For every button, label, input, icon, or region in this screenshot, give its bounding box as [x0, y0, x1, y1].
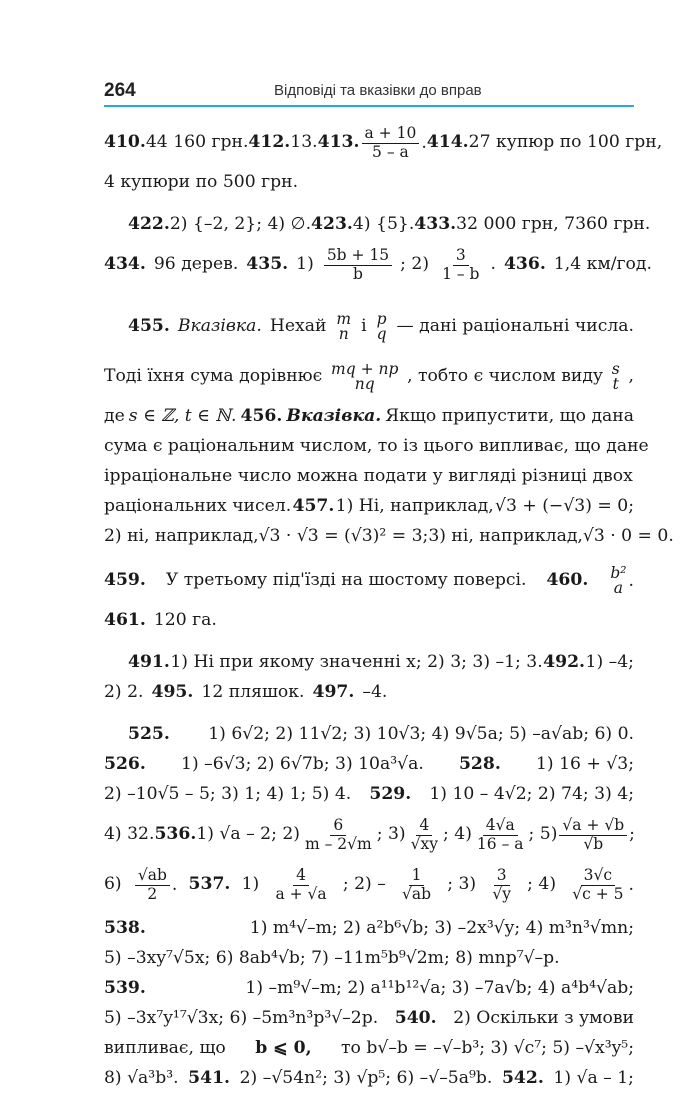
text-line	[104, 240, 652, 290]
exercise-number: 413.	[317, 132, 360, 153]
answer-text: 32 000 грн, 7360 грн.	[456, 214, 651, 235]
fraction-m-n	[336, 309, 352, 343]
text-line	[104, 648, 634, 678]
answers-content	[104, 118, 674, 1098]
denominator: q	[376, 325, 387, 343]
header-rule	[104, 105, 634, 107]
answers-525-537	[104, 720, 634, 910]
answer-text: 4) {5}.	[352, 214, 415, 235]
math-expression: 1) m⁴√–m; 2) a²b⁶√b; 3) –2x³√y; 4) m³n³√mn;	[249, 918, 634, 939]
answer-text: 3) ні, наприклад,	[428, 526, 583, 547]
denominator: 2	[147, 884, 158, 903]
text-line	[104, 432, 649, 462]
fraction-537-2	[399, 867, 434, 904]
text-line	[104, 302, 634, 352]
math-expression: 1) 10 – 4√2; 2) 74; 3) 4;	[429, 784, 634, 805]
answer-text: Якщо припустити, що дана	[385, 406, 634, 427]
fraction-537-4	[567, 867, 634, 904]
math-expression: ; 4)	[527, 874, 557, 895]
denominator: √ab	[401, 884, 432, 903]
exercise-number: 434.	[104, 254, 146, 275]
text-line	[104, 522, 674, 552]
text-line	[104, 750, 634, 780]
running-title: Відповіді та вказівки до вправ	[274, 82, 482, 99]
exercise-number: 456.	[240, 406, 283, 427]
numerator: a + 10	[362, 125, 420, 144]
exercise-number: 491.	[128, 652, 170, 673]
answers-410-414	[104, 118, 663, 198]
answer-text: 1,4 км/год.	[553, 254, 652, 275]
page-number: 264	[104, 80, 136, 101]
math-expression: 1) 16 + √3;	[536, 754, 634, 775]
fraction-413	[360, 125, 427, 162]
answers-422-436	[104, 210, 652, 290]
exercise-number: 529.	[369, 784, 412, 805]
exercise-number: 497.	[312, 682, 355, 703]
exercise-number: 539.	[104, 978, 146, 999]
math-expression: 8) √a³b³.	[104, 1068, 179, 1089]
math-expression: √3 · √3 = (√3)² = 3;	[258, 526, 429, 547]
denominator: √y	[492, 884, 511, 903]
answer-text: 1) –4;	[585, 652, 634, 673]
numerator: s	[611, 359, 620, 378]
numerator: 6	[330, 817, 346, 836]
text-line	[104, 860, 634, 910]
punctuation: .	[490, 254, 496, 275]
answer-text: сума є раціональним числом, то із цього випливає, що дане	[104, 436, 649, 457]
answers-455-457	[104, 302, 674, 552]
answer-text: 1) Ні при якому значенні x; 2) 3; 3) –1; 3.	[170, 652, 543, 673]
answer-text: де	[104, 406, 125, 427]
exercise-number: 542.	[501, 1068, 544, 1089]
answer-text: 13.	[290, 132, 318, 153]
punctuation: ,	[628, 366, 634, 387]
denominator: 5 – a	[372, 142, 409, 161]
answer-text: 120 га.	[153, 610, 217, 631]
text-line	[104, 810, 634, 860]
exercise-number: 459.	[104, 570, 146, 591]
exercise-number: 414.	[426, 132, 469, 153]
answer-text: 12 пляшок.	[201, 682, 305, 703]
fraction-536-5	[559, 817, 627, 854]
exercise-number: 526.	[104, 754, 146, 775]
exercise-number: 492.	[543, 652, 586, 673]
exercise-number: 538.	[104, 918, 146, 939]
answer-text: 1) Ні, наприклад,	[335, 496, 494, 517]
punctuation: .	[628, 570, 634, 591]
math-expression: 2) –√54n²; 3) √p⁵; 6) –√–5a⁹b.	[239, 1068, 493, 1089]
math-expression: 6)	[104, 874, 122, 895]
exercise-number: 540.	[394, 1008, 437, 1029]
exercise-number: 412.	[248, 132, 291, 153]
math-expression: 5) –3x⁷y¹⁷√3x; 6) –5m³n³p³√–2p.	[104, 1008, 379, 1029]
text-line	[104, 210, 651, 240]
denominator: m – 2√m	[304, 834, 372, 853]
text-line	[104, 678, 634, 708]
denominator: nq	[354, 375, 375, 393]
numerator: √a + √b	[559, 817, 627, 836]
numerator: 4√a	[483, 817, 518, 836]
denominator: a + √a	[275, 884, 327, 903]
numerator: m	[336, 309, 352, 328]
numerator: 3	[494, 867, 510, 886]
answer-text: 1)	[296, 254, 314, 275]
math-expression: ; 3)	[447, 874, 477, 895]
math-expression: ; 3)	[376, 824, 406, 845]
answer-text: 2) ні, наприклад,	[104, 526, 259, 547]
numerator: 4	[293, 867, 309, 886]
answers-491-497	[104, 648, 634, 708]
answer-text: ; 2)	[400, 254, 430, 275]
math-expression: 1) –m⁹√–m; 2) a¹¹b¹²√a; 3) –7a√b; 4) a⁴b⁴√ab;	[245, 978, 634, 999]
answer-text: –4.	[362, 682, 388, 703]
text-line	[104, 914, 634, 944]
math-expression: 1)	[241, 874, 260, 895]
math-expression: ; 2) –	[342, 874, 386, 895]
hint-label: Вказівка.	[177, 316, 262, 337]
fraction-537-3	[489, 867, 514, 904]
numerator: 1	[409, 867, 425, 886]
exercise-number: 422.	[128, 214, 170, 235]
exercise-number: 455.	[128, 316, 170, 337]
text-line	[104, 556, 634, 606]
answer-text: , тобто є числом виду	[407, 366, 604, 387]
answer-text: і	[361, 316, 367, 337]
text-line	[104, 944, 634, 974]
answer-text: У третьому під'їзді на шостому поверсі.	[165, 570, 527, 591]
fraction-sum	[331, 359, 399, 393]
answers-459-461	[104, 556, 634, 636]
text-line	[104, 974, 634, 1004]
exercise-number: 436.	[503, 254, 546, 275]
text-line	[104, 492, 634, 522]
numerator: 3√c	[581, 867, 615, 886]
fraction-536-3	[408, 817, 441, 854]
numerator: √ab	[135, 867, 170, 886]
denominator: n	[338, 325, 349, 343]
math-expression: 2) –10√5 – 5; 3) 1; 4) 1; 5) 4.	[104, 784, 352, 805]
answer-text: — дані раціональні числа.	[396, 316, 634, 337]
math-expression: 1) √a – 1;	[553, 1068, 634, 1089]
text-line	[104, 1064, 634, 1094]
math-expression: 1) 6√2; 2) 11√2; 3) 10√3; 4) 9√5a; 5) –a√ab; 6) 0.	[208, 724, 634, 745]
numerator: p	[376, 309, 387, 328]
answer-text: Нехай	[269, 316, 327, 337]
denominator: t	[612, 375, 619, 393]
fraction-435-1	[324, 247, 392, 284]
fraction-s-t	[611, 359, 620, 393]
fraction-460	[608, 563, 634, 597]
fraction-p-q	[376, 309, 387, 343]
exercise-number: 536.	[154, 824, 197, 845]
math-expression: √3 · 0 = 0.	[582, 526, 674, 547]
numerator: 4	[416, 817, 432, 836]
exercise-number: 495.	[151, 682, 194, 703]
answer-text: Тоді їхня сума дорівнює	[104, 366, 323, 387]
fraction-536-4	[474, 817, 527, 854]
numerator: b²	[610, 563, 627, 582]
denominator: √xy	[410, 834, 439, 853]
text-line	[104, 118, 663, 168]
exercise-number: 423.	[311, 214, 353, 235]
answer-text: 2) Оскільки з умови	[453, 1008, 634, 1029]
numerator: mq + np	[331, 359, 399, 378]
answer-text: 4 купюри по 500 грн.	[104, 172, 299, 193]
exercise-number: 461.	[104, 610, 146, 631]
page-header	[104, 74, 634, 108]
math-expression: 4) 32.	[104, 824, 155, 845]
answer-text: раціональних чисел.	[104, 496, 292, 517]
text-line	[104, 606, 634, 636]
exercise-number: 537.	[188, 874, 231, 895]
exercise-number: 525.	[128, 724, 170, 745]
punctuation: ;	[629, 824, 635, 845]
text-line	[104, 402, 634, 432]
numerator: 3	[453, 247, 469, 266]
denominator: b	[353, 264, 363, 283]
hint-label: Вказівка.	[286, 406, 382, 427]
math-expression: ; 5)	[528, 824, 558, 845]
punctuation: .	[171, 874, 178, 895]
exercise-number: 460.	[546, 570, 589, 591]
exercise-number: 410.	[104, 132, 146, 153]
numerator: 5b + 15	[324, 247, 392, 266]
exercise-number: 457.	[292, 496, 335, 517]
answer-text: 96 дерев.	[153, 254, 239, 275]
math-expression: √3 + (−√3) = 0;	[495, 496, 634, 517]
text-line	[104, 462, 634, 492]
denominator: a	[613, 579, 624, 597]
exercise-number: 528.	[458, 754, 501, 775]
text-line	[104, 1034, 634, 1064]
text-line	[104, 1004, 634, 1034]
math-expression: 1) –6√3; 2) 6√7b; 3) 10a³√a.	[181, 754, 424, 775]
text-line	[104, 352, 634, 402]
math-expression: то b√–b = –√–b³; 3) √c⁷; 5) –√x³y⁵;	[341, 1038, 634, 1059]
text-line	[104, 780, 634, 810]
answer-text: 44 160 грн.	[145, 132, 249, 153]
denominator: 1 – b	[442, 264, 480, 283]
punctuation: .	[628, 874, 634, 895]
math-expression: 5) –3xy⁷√5x; 6) 8ab⁴√b; 7) –11m⁵b⁹√2m; 8) mnp⁷√–p.	[104, 948, 560, 969]
text-line	[104, 720, 634, 750]
denominator: √b	[583, 834, 604, 853]
exercise-number: 541.	[188, 1068, 231, 1089]
denominator: √c + 5	[572, 884, 624, 903]
fraction-536-2	[302, 817, 375, 854]
answer-text: ірраціональне число можна подати у вигляді різниці двох	[104, 466, 633, 487]
answer-text: 2) {–2, 2}; 4) ∅.	[169, 214, 312, 235]
math-expression: b ⩽ 0,	[255, 1038, 312, 1059]
denominator: 16 – a	[476, 834, 524, 853]
fraction-536-6	[133, 867, 178, 904]
fraction-435-2	[439, 247, 482, 284]
exercise-number: 435.	[246, 254, 289, 275]
fraction-537-1	[272, 867, 329, 904]
text-line	[104, 168, 634, 198]
exercise-number: 433.	[414, 214, 457, 235]
answer-text: випливає, що	[104, 1038, 226, 1059]
punctuation: .	[421, 132, 427, 153]
math-expression: 1) √a – 2; 2)	[196, 824, 300, 845]
answer-text: 27 купюр по 100 грн,	[468, 132, 663, 153]
math-expression: s ∈ ℤ, t ∈ ℕ.	[128, 406, 237, 427]
answer-text: 2) 2.	[104, 682, 144, 703]
answers-538-542	[104, 914, 634, 1094]
math-expression: ; 4)	[443, 824, 472, 845]
